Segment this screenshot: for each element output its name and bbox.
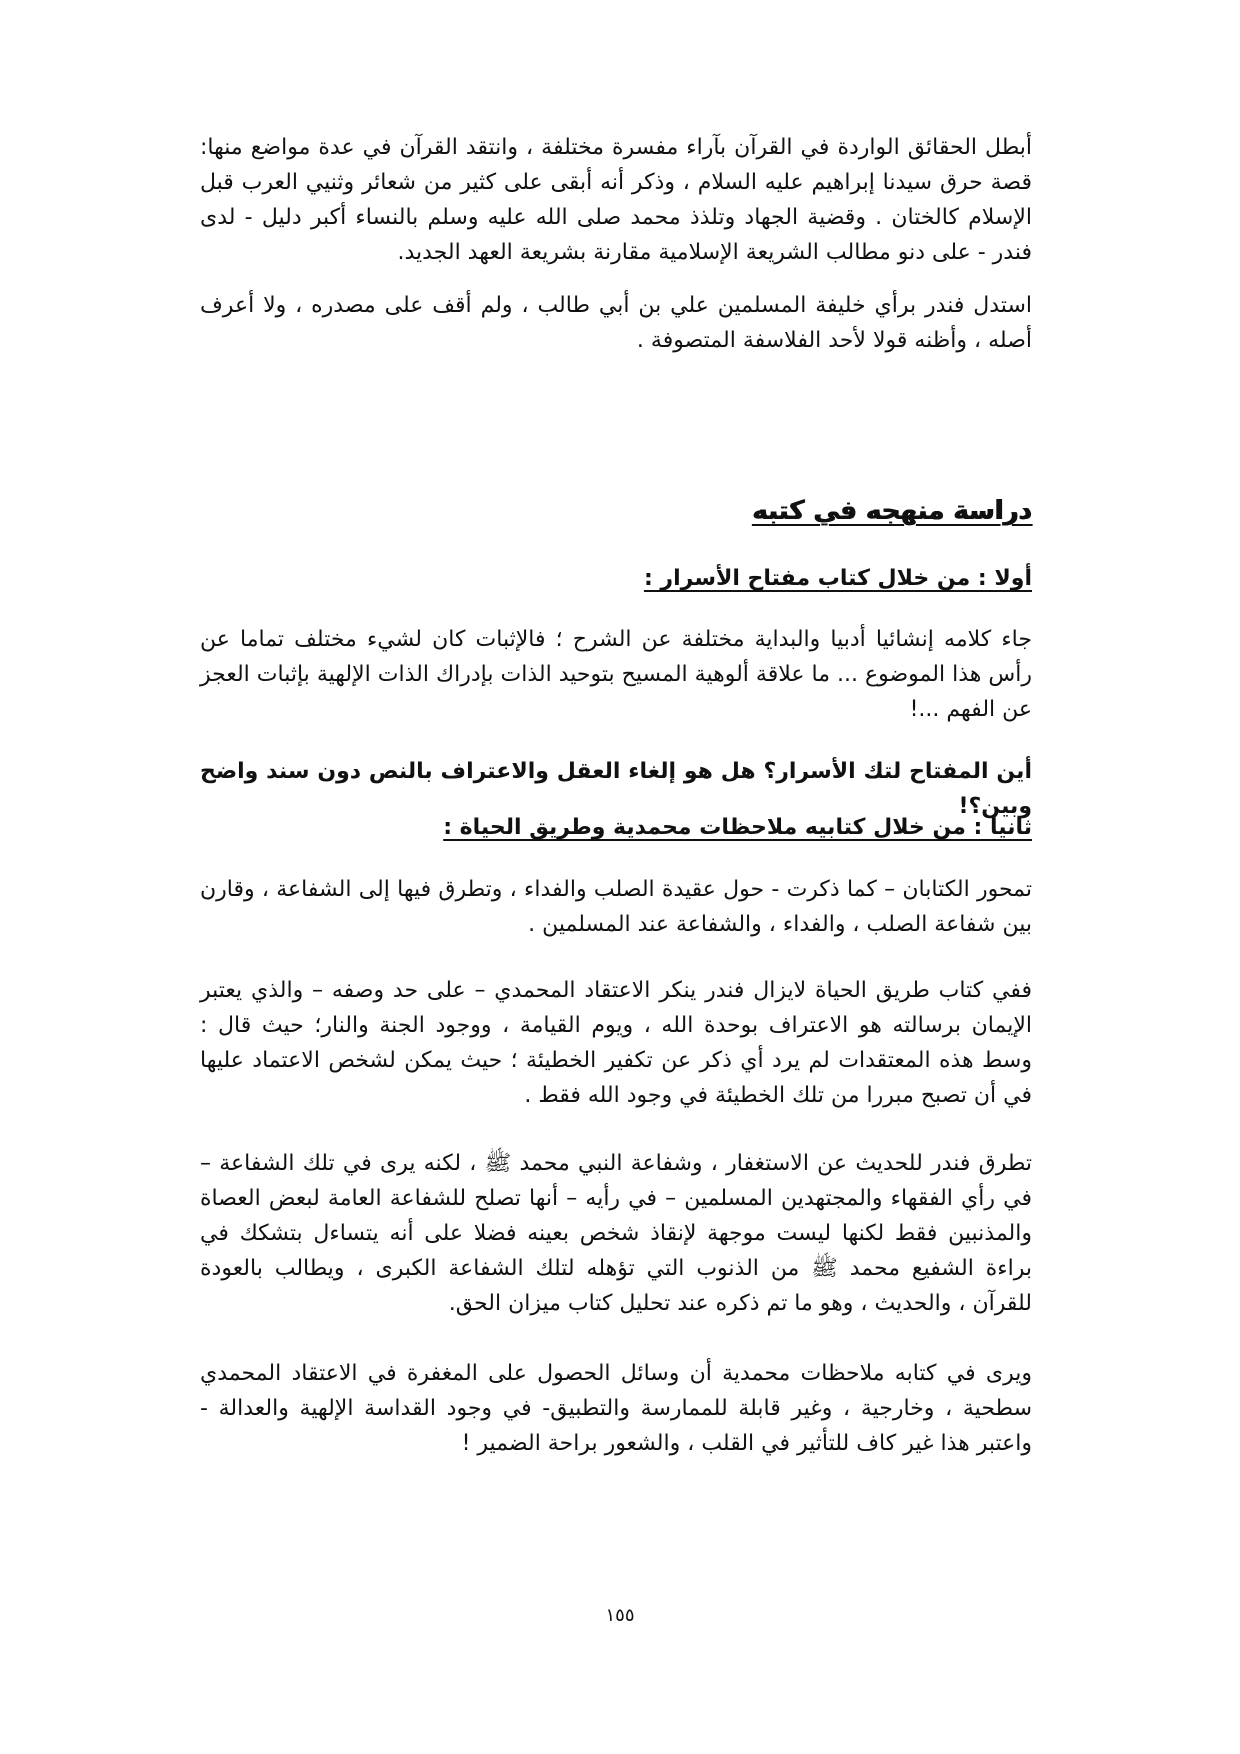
paragraph-key-of-secrets: جاء كلامه إنشائيا أدبيا والبداية مختلفة عن الشرح ؛ فالإثبات كان لشيء مختلف تماما عن رأس هذا الموضوع ... ما علاقة ألوهية المسيح بتوحيد الذات بإدراك الذات الإلهية بإثبات العجز عن الفهم ...!	[200, 627, 1032, 722]
paragraph-ali-quote: استدل فندر برأي خليفة المسلمين علي بن أبي طالب ، ولم أقف على مصدره ، ولا أعرف أصله ، وأظنه قولا لأحد الفلاسفة المتصوفة .	[200, 293, 1032, 353]
subheading-second-books: ثانيا : من خلال كتابيه ملاحظات محمدية وطريق الحياة :	[443, 815, 1032, 840]
paragraph-two-books: تمحور الكتابان – كما ذكرت - حول عقيدة الصلب والفداء ، وتطرق فيها إلى الشفاعة ، وقارن بين شفاعة الصلب ، والفداء ، والشفاعة عند المسلمين .	[200, 877, 1032, 937]
paragraph-forgiveness: ويرى في كتابه ملاحظات محمدية أن وسائل الحصول على المغفرة في الاعتقاد المحمدي سطحية ، وخارجية ، وغير قابلة للممارسة والتطبيق- في وجود القداسة الإلهية والعدالة - واعتبر هذا غير كاف للتأثير في القلب ، والشعور براحة الضمير !	[200, 1361, 1032, 1456]
paragraph-quran-criticism: أبطل الحقائق الواردة في القرآن بآراء مفسرة مختلفة ، وانتقد القرآن في عدة مواضع منها: قصة حرق سيدنا إبراهيم عليه السلام ، وذكر أنه أبقى على كثير من شعائر وثنيي العرب قبل الإسلام كالختان . وقضية الجهاد وتلذذ محمد صلى الله عليه وسلم بالنساء أكبر دليل - لدى فندر - على دنو مطالب الشريعة الإسلامية مقارنة بشريعة العهد الجديد.	[200, 135, 1032, 265]
paragraph-question: أين المفتاح لتك الأسرار؟ هل هو إلغاء العقل والاعتراف بالنص دون سند واضح وبين؟!	[200, 759, 1032, 819]
page-number: ١٥٥	[605, 1605, 635, 1626]
paragraph-way-of-life: ففي كتاب طريق الحياة لايزال فندر ينكر الاعتقاد المحمدي – على حد وصفه – والذي يعتبر الإيمان برسالته هو الاعتراف بوحدة الله ، ويوم القيامة ، ووجود الجنة والنار؛ حيث قال : وسط هذه المعتقدات لم يرد أي ذكر عن تكفير الخطيئة ؛ حيث يمكن لشخص الاعتماد عليها في أن تصبح مبررا من تلك الخطيئة في وجود الله فقط .	[200, 978, 1032, 1108]
subheading-first-book: أولا : من خلال كتاب مفتاح الأسرار :	[643, 566, 1032, 591]
section-heading: دراسة منهجه في كتبه	[752, 496, 1032, 526]
paragraph-intercession: تطرق فندر للحديث عن الاستغفار ، وشفاعة النبي محمد ﷺ ، لكنه يرى في تلك الشفاعة – في رأي الفقهاء والمجتهدين المسلمين – في رأيه – أنها تصلح للشفاعة العامة لبعض العصاة والمذنبين فقط لكنها ليست موجهة لإنقاذ شخص بعينه فضلا على أنه يتساءل بتشكك في براءة الشفيع محمد ﷺ من الذنوب التي تؤهله لتلك الشفاعة الكبرى ، ويطالب بالعودة للقرآن ، والحديث ، وهو ما تم ذكره عند تحليل كتاب ميزان الحق.	[200, 1151, 1032, 1316]
